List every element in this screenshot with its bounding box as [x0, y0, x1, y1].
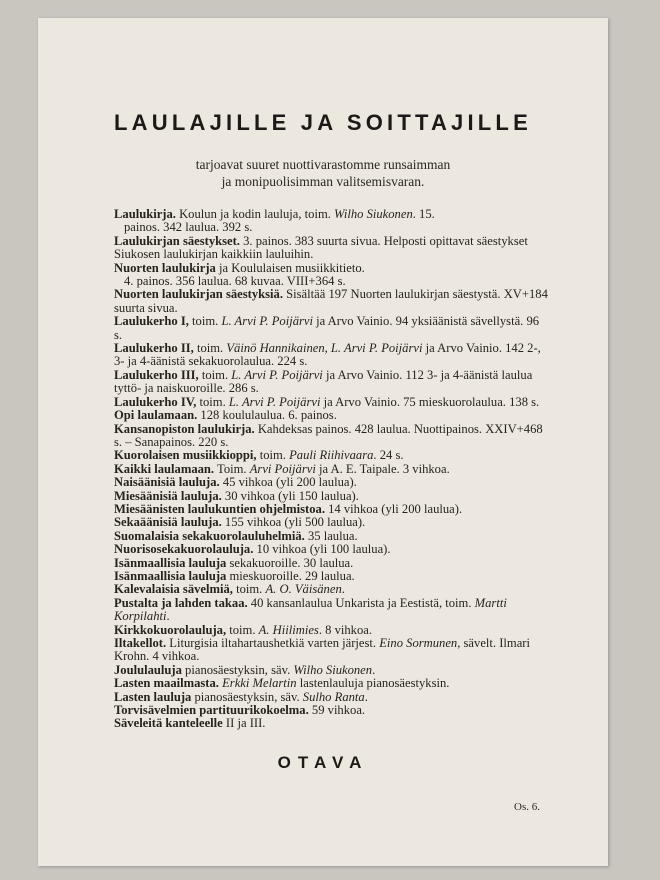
- catalog-list: [114, 208, 550, 731]
- item-text: toim.: [256, 448, 290, 463]
- list-item: [114, 490, 550, 503]
- item-text-rest: ja A. E. Taipale. 3 vihkoa.: [315, 461, 450, 476]
- brochure-page: [38, 18, 608, 866]
- item-details: 4. painos. 356 laulua. 68 kuvaa. VIII+364 s.: [124, 274, 346, 289]
- list-item: [114, 503, 550, 516]
- item-title: Lasten lauluja: [114, 689, 192, 704]
- item-text: mieskuoroille. 29 laulua.: [226, 568, 355, 583]
- item-text-rest: ja Arvo Vainio. 75 mieskuorolaulua. 138 s.: [320, 394, 540, 409]
- item-text: toim.: [198, 367, 232, 382]
- list-item: [114, 530, 550, 543]
- item-text: sekakuoroille. 30 laulua.: [226, 555, 354, 570]
- item-text: 3. painos. 383 suurta sivua. Helposti opittavat säestykset Siukosen laulukirjan kaikkiin lauluihin.: [114, 233, 528, 262]
- item-text: Koulun ja kodin lauluja, toim.: [175, 207, 335, 221]
- item-text: Sisältää 197 Nuorten laulukirjan säestystä. XV+184 suurta sivua.: [114, 287, 548, 315]
- list-item: [114, 570, 550, 583]
- item-title: Kirkkokuorolauluja,: [114, 622, 227, 637]
- list-item: [114, 262, 550, 289]
- item-title: Torvisävelmien partituurikokoelma.: [114, 703, 309, 718]
- item-title: Laulukirja.: [114, 207, 176, 221]
- item-editor: L. Arvi P. Poijärvi: [221, 314, 313, 329]
- list-item: [114, 288, 550, 315]
- item-text: 59 vihkoa.: [308, 703, 366, 718]
- list-item: [114, 583, 550, 596]
- item-title: Laulukerho II,: [114, 341, 194, 356]
- list-item: [114, 235, 550, 262]
- item-text: 45 vihkoa (yli 200 laulua).: [219, 475, 357, 490]
- subtitle-line: ja monipuolisimman valitsemisvaran.: [221, 174, 425, 189]
- list-item: [114, 463, 550, 476]
- item-title: Nuorten laulukirja: [114, 260, 216, 275]
- subtitle: [38, 156, 608, 190]
- item-title: Laulukirjan säestykset.: [114, 233, 240, 248]
- item-editor: Arvi Poijärvi: [249, 461, 316, 476]
- item-editor: Martti Korpilahti: [114, 595, 507, 624]
- item-editor: Pauli Riihivaara: [289, 448, 374, 463]
- list-item: [114, 396, 550, 409]
- item-text: Liturgisia iltahartaushetkiä varten järjest.: [166, 636, 380, 650]
- item-details: painos. 342 laulua. 392 s.: [124, 220, 253, 235]
- item-title: Nuorisosekakuorolauluja.: [114, 542, 254, 557]
- list-item: [114, 677, 550, 690]
- item-text: toim.: [232, 582, 266, 597]
- item-text: Kahdeksas painos. 428 laulua. Nuottipainos. XXIV+468 s. – Sanapainos. 220 s.: [114, 421, 543, 449]
- item-editor: L. Arvi P. Poijärvi: [231, 367, 323, 382]
- list-item: [114, 717, 550, 730]
- list-item: [114, 423, 550, 450]
- item-text: 30 vihkoa (yli 150 laulua).: [221, 488, 359, 503]
- item-text-rest: .: [364, 689, 368, 704]
- item-text: toim.: [226, 622, 259, 637]
- item-title: Kuorolaisen musiikkioppi,: [114, 448, 257, 463]
- item-text-rest: . 8 vihkoa.: [318, 622, 372, 637]
- item-text: 35 laulua.: [304, 528, 358, 543]
- item-title: Nuorten laulukirjan säestyksiä.: [114, 287, 283, 302]
- publisher-name: OTAVA: [277, 753, 369, 772]
- item-editor: Väinö Hannikainen, L. Arvi P. Poijärvi: [226, 341, 423, 356]
- item-title: Isänmaallisia lauluja: [114, 568, 227, 583]
- item-title: Sekaäänisiä lauluja.: [114, 515, 222, 530]
- item-text: pianosäestyksin, säv.: [191, 689, 303, 704]
- list-item: [114, 516, 550, 529]
- item-editor: A. Hiilimies: [258, 622, 319, 637]
- item-text-rest: . 15.: [412, 207, 435, 221]
- list-item: [114, 624, 550, 637]
- list-item: [114, 315, 550, 342]
- catalog-code: Os. 6.: [514, 801, 540, 813]
- item-title: Laulukerho IV,: [114, 394, 197, 409]
- item-editor: Sulho Ranta: [302, 689, 365, 704]
- list-item: [114, 449, 550, 462]
- item-text-rest: .: [341, 582, 345, 597]
- item-title: Kansanopiston laulukirja.: [114, 421, 255, 436]
- item-text: ja Koululaisen musiikkitieto.: [215, 260, 365, 275]
- list-item: [114, 704, 550, 717]
- item-editor: L. Arvi P. Poijärvi: [228, 394, 321, 409]
- list-item: [114, 691, 550, 704]
- item-title: Miesäänisiä lauluja.: [114, 488, 222, 503]
- item-text: 128 koululaulua. 6. painos.: [197, 408, 337, 423]
- item-text: II ja III.: [222, 716, 266, 731]
- item-text-rest: .: [372, 662, 376, 677]
- item-editor: Wilho Siukonen: [293, 662, 373, 677]
- item-text-rest: ja Arvo Vainio. 94 yksiäänistä sävellystä. 96 s.: [114, 314, 540, 342]
- item-text: 10 vihkoa (yli 100 laulua).: [253, 542, 391, 557]
- item-text: toim.: [196, 394, 229, 409]
- item-text: Toim.: [214, 461, 250, 476]
- item-title: Lasten maailmasta.: [114, 676, 219, 691]
- item-editor: Eino Sormunen: [379, 636, 458, 650]
- item-text-rest: ja Arvo Vainio. 142 2-, 3- ja 4-äänistä sekakuorolaulua. 224 s.: [114, 341, 541, 369]
- item-title: Joululauluja: [114, 662, 182, 677]
- list-item: [114, 637, 550, 664]
- item-title: Laulukerho III,: [114, 367, 199, 382]
- item-editor: A. O. Väisänen: [265, 582, 342, 597]
- item-title: Iltakellot.: [114, 636, 167, 650]
- list-item: [114, 557, 550, 570]
- list-item: [114, 342, 550, 369]
- item-text: toim.: [188, 314, 222, 329]
- item-text-rest: ja Arvo Vainio. 112 3- ja 4-äänistä laulua tyttö- ja naiskuoroille. 286 s.: [114, 367, 533, 396]
- item-editor: Wilho Siukonen: [334, 207, 413, 221]
- item-title: Naisäänisiä lauluja.: [114, 475, 220, 490]
- item-text: pianosäestyksin, säv.: [181, 662, 294, 677]
- list-item: [114, 664, 550, 677]
- list-item: [114, 543, 550, 556]
- item-title: Isänmaallisia lauluja: [114, 555, 227, 570]
- item-text: toim.: [193, 341, 227, 356]
- item-title: Laulukerho I,: [114, 314, 189, 329]
- item-title: Kalevalaisia sävelmiä,: [114, 582, 233, 597]
- item-title: Kaikki laulamaan.: [114, 461, 215, 476]
- item-text: 155 vihkoa (yli 500 laulua).: [221, 515, 366, 530]
- item-title: Pustalta ja lahden takaa.: [114, 595, 248, 610]
- item-title: Miesäänisten laulukuntien ohjelmistoa.: [114, 501, 325, 516]
- list-item: [114, 597, 550, 624]
- item-text-rest: .: [166, 609, 170, 624]
- item-title: Opi laulamaan.: [114, 408, 198, 423]
- item-text-rest: lastenlauluja pianosäestyksin.: [296, 676, 450, 691]
- item-title: Säveleitä kanteleelle: [114, 716, 223, 731]
- item-text: 14 vihkoa (yli 200 laulua).: [324, 501, 463, 516]
- list-item: [114, 208, 550, 235]
- item-text-rest: . 24 s.: [373, 448, 404, 463]
- item-text-rest: , sävelt. Ilmari Krohn. 4 vihkoa.: [114, 636, 530, 664]
- subtitle-line: tarjoavat suuret nuottivarastomme runsaimman: [195, 157, 451, 172]
- item-editor: Erkki Melartin: [222, 676, 297, 691]
- list-item: [114, 369, 550, 396]
- item-text: 40 kansanlaulua Unkarista ja Eestistä, toim.: [247, 595, 475, 610]
- page-title: LAULAJILLE JA SOITTAJILLE: [114, 110, 532, 135]
- item-title: Suomalaisia sekakuorolauluhelmiä.: [114, 528, 305, 543]
- list-item: [114, 409, 550, 422]
- list-item: [114, 476, 550, 489]
